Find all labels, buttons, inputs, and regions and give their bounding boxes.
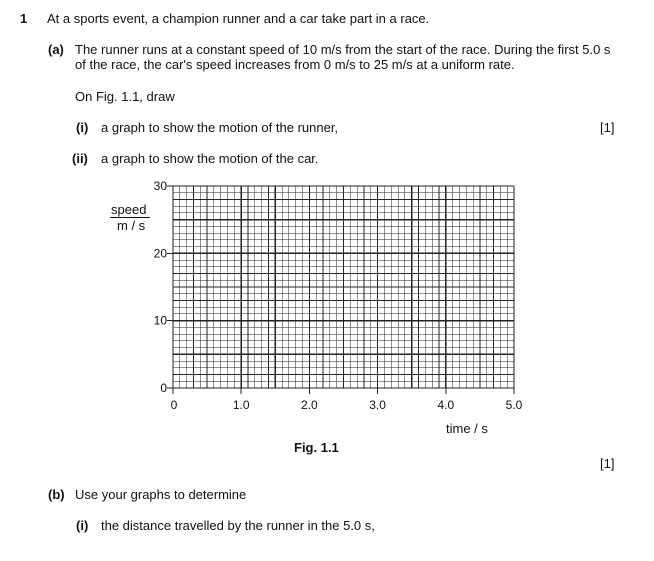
- part-a-ii-marks: [1]: [600, 456, 615, 471]
- part-a-ii-label: (ii): [72, 151, 88, 166]
- part-b-i-text: the distance travelled by the runner in the 5.0 s,: [101, 518, 375, 533]
- y-tick-label: 10: [153, 313, 167, 328]
- y-tick-label: 30: [153, 179, 167, 193]
- part-a-i-text: a graph to show the motion of the runner,: [101, 120, 339, 135]
- x-axis-label: time / s: [446, 421, 488, 436]
- part-a-i-marks: [1]: [600, 120, 615, 135]
- part-b-label: (b): [48, 487, 65, 502]
- part-a-line-1: The runner runs at a constant speed of 10 m/s from the start of the race. During the first 5.0 s: [75, 42, 611, 57]
- y-tick-label: 0: [160, 381, 167, 395]
- y-tick-label: 20: [153, 246, 167, 261]
- x-tick-label: 5.0: [505, 398, 523, 412]
- question-intro: At a sports event, a champion runner and a car take part in a race.: [47, 11, 430, 26]
- part-b-i-label: (i): [76, 518, 89, 533]
- x-tick-label: 0: [170, 398, 178, 412]
- y-axis-label-numerator: speed: [111, 202, 147, 217]
- part-a-ii-text: a graph to show the motion of the car.: [101, 151, 319, 166]
- x-tick-label: 1.0: [232, 398, 250, 412]
- part-a-instruction: On Fig. 1.1, draw: [75, 89, 175, 104]
- x-tick-label: 2.0: [301, 398, 318, 412]
- question-number: 1: [20, 11, 28, 26]
- part-a-label: (a): [48, 42, 64, 57]
- figure-caption: Fig. 1.1: [294, 440, 339, 455]
- y-axis-label-denominator: m / s: [117, 218, 146, 233]
- part-b-text: Use your graphs to determine: [75, 487, 247, 502]
- part-a-line-2: of the race, the car's speed increases from 0 m/s to 25 m/s at a uniform rate.: [75, 57, 515, 72]
- x-tick-label: 4.0: [437, 398, 455, 412]
- part-a-i-label: (i): [76, 120, 89, 135]
- x-tick-label: 3.0: [369, 398, 386, 412]
